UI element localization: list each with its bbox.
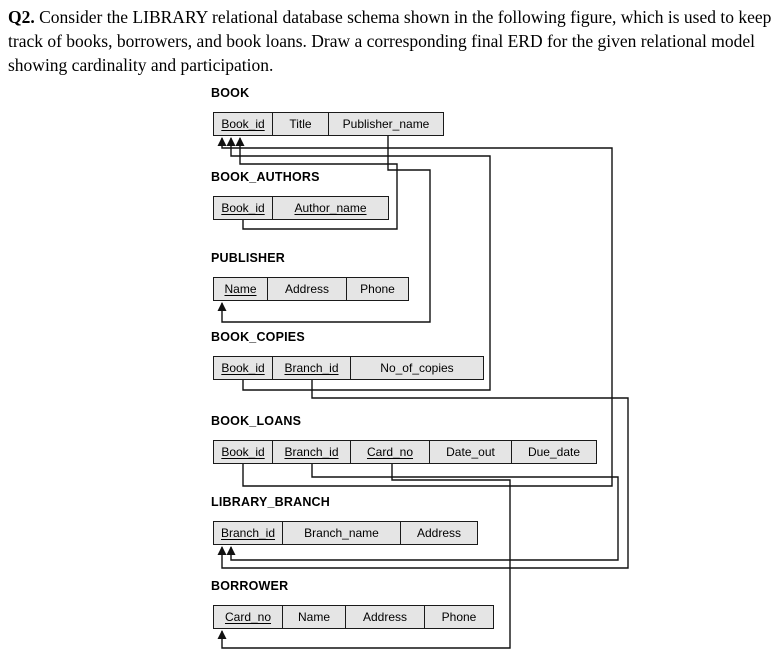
attribute-card_no: Card_no xyxy=(350,440,430,464)
attribute-address: Address xyxy=(267,277,347,301)
table-title-library_branch: LIBRARY_BRANCH xyxy=(211,495,331,509)
attribute-book_id: Book_id xyxy=(213,112,273,136)
attribute-book_id: Book_id xyxy=(213,196,273,220)
attribute-row xyxy=(213,521,478,545)
schema-table-book_authors xyxy=(211,170,389,220)
attribute-book_id: Book_id xyxy=(213,356,273,380)
attribute-due_date: Due_date xyxy=(511,440,597,464)
attribute-address: Address xyxy=(400,521,478,545)
fk-arrow-book_loans-branch_id-to-library_branch-branch_id xyxy=(231,464,618,560)
attribute-author_name: Author_name xyxy=(272,196,389,220)
attribute-no_of_copies: No_of_copies xyxy=(350,356,484,380)
attribute-card_no: Card_no xyxy=(213,605,283,629)
attribute-row xyxy=(213,440,597,464)
table-title-publisher: PUBLISHER xyxy=(211,251,286,265)
schema-table-book_copies xyxy=(211,330,484,380)
table-title-borrower: BORROWER xyxy=(211,579,289,593)
schema-table-book xyxy=(211,86,444,136)
attribute-branch_id: Branch_id xyxy=(272,440,351,464)
attribute-branch_id: Branch_id xyxy=(213,521,283,545)
attribute-title: Title xyxy=(272,112,329,136)
attribute-publisher_name: Publisher_name xyxy=(328,112,444,136)
schema-table-borrower xyxy=(211,579,494,629)
attribute-row xyxy=(213,196,389,220)
attribute-name: Name xyxy=(213,277,268,301)
attribute-branch_id: Branch_id xyxy=(272,356,351,380)
attribute-row xyxy=(213,112,444,136)
table-title-book_copies: BOOK_COPIES xyxy=(211,330,305,344)
table-title-book: BOOK xyxy=(211,86,250,100)
attribute-phone: Phone xyxy=(346,277,409,301)
question-number: Q2. xyxy=(8,7,35,27)
attribute-phone: Phone xyxy=(424,605,494,629)
table-title-book_loans: BOOK_LOANS xyxy=(211,414,302,428)
attribute-name: Name xyxy=(282,605,346,629)
attribute-branch_name: Branch_name xyxy=(282,521,401,545)
fk-arrow-book_loans-book_id-to-book-book_id xyxy=(222,138,612,486)
schema-table-publisher xyxy=(211,251,409,301)
attribute-date_out: Date_out xyxy=(429,440,512,464)
attribute-address: Address xyxy=(345,605,425,629)
question-body: Consider the LIBRARY relational database schema shown in the following figure, which is used to keep track of books, borrowers, and book loans. Draw a corresponding final ERD for the given relational model showing cardinality and participation. xyxy=(8,7,772,75)
attribute-row xyxy=(213,605,494,629)
attribute-row xyxy=(213,277,409,301)
schema-table-book_loans xyxy=(211,414,597,464)
attribute-book_id: Book_id xyxy=(213,440,273,464)
attribute-row xyxy=(213,356,484,380)
schema-table-library_branch xyxy=(211,495,478,545)
table-title-book_authors: BOOK_AUTHORS xyxy=(211,170,320,184)
